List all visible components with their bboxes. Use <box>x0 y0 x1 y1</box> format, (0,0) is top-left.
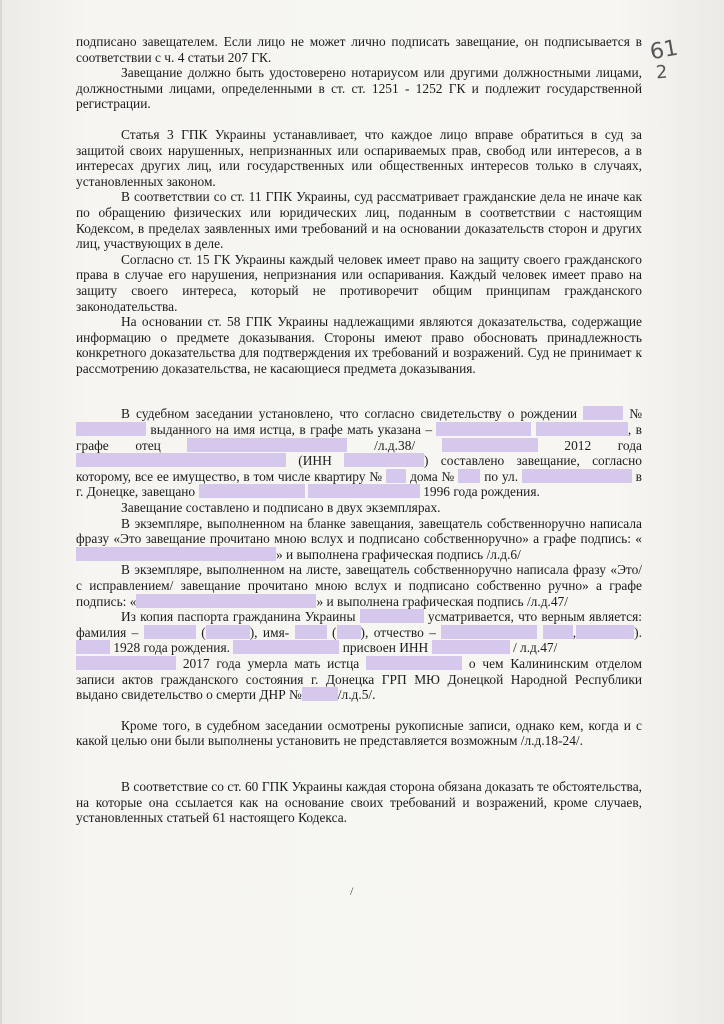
paragraph-gk-art15: Согласно ст. 15 ГК Украины каждый человек имеет право на защиту своего гражданского права в случае его нарушения, непризнания или оспаривания. Каждый человек имеет право на защиту своего интереса, который не противоречит общим принципам гражданского законодательства. <box>76 251 642 314</box>
redacted-block <box>76 422 146 436</box>
paragraph-notary: Завещание должно быть удостоверено нотариусом или другими должностными лицами, должностными лицами, определенными в ст. ст. 1251 - 1252 ГК и подлежит государственной регистрации. <box>76 65 642 112</box>
paragraph-birth-certificate: В судебном заседании установлено, что согласно свидетельству о рождении № выданного на имя истца, в графе мать указана – , в графе отец /л.д.38/ 2012 года (ИНН ) составлено завещание, согласно которому, все ее имущество, в том числе квартиру № дома № по ул. в г. Донецке, завещано 1996 года рождения. <box>76 406 642 500</box>
redacted-block <box>233 640 339 654</box>
stray-mark: / <box>350 884 354 898</box>
paragraph-gpk-art58: На основании ст. 58 ГПК Украины надлежащими являются доказательства, содержащие информацию о предмете доказывания. Стороны имеют право обосновать принадлежность конкретного доказательства для подтверждения их требований и возражений. Суд не принимает к рассмотрению доказательства, не касающиеся предмета доказывания. <box>76 314 642 376</box>
redacted-block <box>536 422 628 436</box>
redacted-block <box>436 422 531 436</box>
paragraph-passport: Из копия паспорта гражданина Украины усматривается, что верным является: фамилия – ( ), имя- ( ), отчество – , ). 1928 года рождения. присвоен ИНН / л.д.47/ <box>76 609 643 656</box>
redacted-block <box>360 609 424 623</box>
redacted-block <box>386 469 406 483</box>
redacted-block <box>458 469 480 483</box>
redacted-block <box>442 438 538 452</box>
redacted-block <box>576 625 634 639</box>
redacted-block <box>206 625 250 639</box>
redacted-block <box>337 625 361 639</box>
redacted-block <box>76 453 286 467</box>
redacted-block <box>522 469 632 483</box>
paragraph-gpk-art60: В соответствие со ст. 60 ГПК Украины каждая сторона обязана доказать те обстоятельства, на которые она ссылается как на основание своих требований и возражений, кроме случаев, установленных статьей 61 настоящего Кодекса. <box>76 778 642 826</box>
paragraph-two-copies: Завещание составлено и подписано в двух экземплярах. <box>121 500 441 516</box>
paragraph-gpk-art3: Статья 3 ГПК Украины устанавливает, что каждое лицо вправе обратиться в суд за защитой своих нарушенных, непризнанных или оспариваемых прав, свобод или интересов, а в интересах других лиц, или государственных или общественных интересов только в случаях, установленных законом. <box>76 126 642 189</box>
redacted-signature <box>76 547 276 561</box>
redacted-block <box>295 625 327 639</box>
paragraph-death-certificate: 2017 года умерла мать истца о чем Калининским отделом записи актов гражданского состояния г. Донецка ГРП МЮ Донецкой Народной Республики выдано свидетельство о смерти ДНР № /л.д.5/. <box>76 655 642 703</box>
document-body <box>76 34 642 826</box>
paragraph-signature-rule: подписано завещателем. Если лицо не может лично подписать завещание, он подписывается в соответствии с ч. 4 статьи 207 ГК. <box>76 34 642 65</box>
redacted-block <box>583 406 623 420</box>
handwritten-page-number: 61 <box>648 35 680 66</box>
paragraph-handwritten-notes: Кроме того, в судебном заседании осмотрены рукописные записи, однако кем, когда и с какой целью они были выполнены установить не представляется возможным /л.д.18-24/. <box>76 717 642 749</box>
redacted-block <box>543 625 573 639</box>
paragraph-blank-copy: В экземпляре, выполненном на бланке завещания, завещатель собственноручно написала фразу «Это завещание прочитано мною вслух и подписано собственноручно» а графе подпись: «» и выполнена графическая подпись /л.д.6/ <box>76 515 642 562</box>
page-fold-shadow <box>0 0 2 1024</box>
redacted-block <box>302 687 338 701</box>
redacted-block <box>308 484 420 498</box>
redacted-block <box>432 640 510 654</box>
paragraph-gpk-art11: В соответствии со ст. 11 ГПК Украины, суд рассматривает гражданские дела не иначе как по обращению физических или юридических лиц, поданным в соответствии с настоящим Кодексом, в пределах заявленных ими требований и на основании доказательств сторон и других лиц, участвующих в деле. <box>76 189 642 252</box>
redacted-block <box>76 656 176 670</box>
redacted-block <box>441 625 537 639</box>
redacted-block <box>144 625 196 639</box>
redacted-block <box>366 656 462 670</box>
handwritten-sheet-number: 2 <box>655 61 669 84</box>
redacted-block <box>344 453 424 467</box>
redacted-block <box>199 484 305 498</box>
redacted-block <box>76 640 110 654</box>
redacted-block <box>187 438 347 452</box>
paragraph-sheet-copy: В экземпляре, выполненном на листе, завещатель собственноручно написала фразу «Это/ с исправлением/ завещание прочитано мною вслух и подписано собственно ручно» а графе подпись: « » и выполнена графическая подпись /л.д.47/ <box>76 562 642 609</box>
redacted-signature <box>136 594 316 608</box>
